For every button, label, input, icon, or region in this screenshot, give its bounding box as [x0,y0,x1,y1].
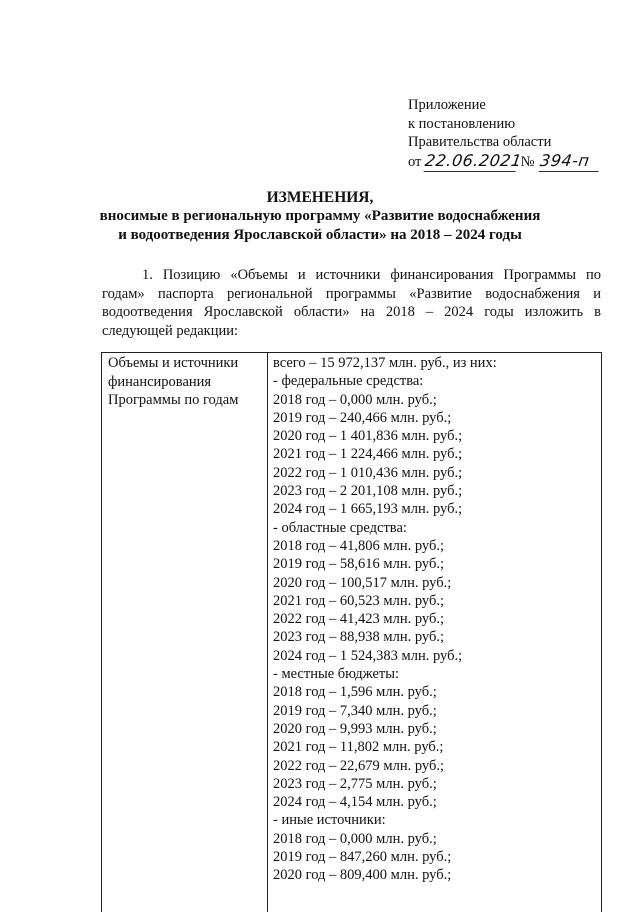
table-row: 2021 год – 1 224,466 млн. руб.; [273,446,463,463]
appendix-line-1: Приложение [408,97,486,113]
table-row: 2021 год – 60,523 млн. руб.; [273,592,444,609]
table-right-cell [268,353,601,913]
table-row: 2019 год – 240,466 млн. руб.; [273,409,452,426]
table-row: всего – 15 972,137 млн. руб., из них: [273,355,497,371]
table-row: 2021 год – 11,802 млн. руб.; [273,739,444,756]
table-row: 2023 год – 88,938 млн. руб.; [273,629,444,646]
table-row: 2023 год – 2 201,108 млн. руб.; [273,483,463,500]
table-row: 2022 год – 22,679 млн. руб.; [273,757,444,774]
document-title [0,188,640,245]
table-row: 2022 год – 41,423 млн. руб.; [273,611,444,628]
table-row: 2020 год – 809,400 млн. руб.; [273,867,452,884]
handwritten-date: 22.06.2021 [423,150,524,170]
table-row: 2024 год – 4,154 млн. руб.; [273,794,437,811]
table-row: 2024 год – 1 524,383 млн. руб.; [273,647,463,664]
table-row: 2020 год – 1 401,836 млн. руб.; [273,428,463,445]
appendix-date-number-line [408,152,600,172]
table-left-cell: Объемы и источники финансирования Программы по годам [102,353,268,912]
table-row: 2018 год – 0,000 млн. руб.; [273,830,437,847]
title-line-3: и водоотведения Ярославской области» на 2018 – 2024 годы [118,227,522,243]
table-row: 2019 год – 7,340 млн. руб.; [273,702,437,719]
handwritten-number: 394-п [539,152,602,172]
appendix-block [408,96,600,171]
appendix-line-3: Правительства области [408,134,552,150]
appendix-date-prefix: от [408,153,422,170]
table-row: 2019 год – 847,260 млн. руб.; [273,849,452,866]
table-row: 2018 год – 0,000 млн. руб.; [273,391,437,408]
table-row: - областные средства: [273,519,407,536]
table-row: 2022 год – 1 010,436 млн. руб.; [273,464,463,481]
financing-table [101,352,602,912]
table-row: 2020 год – 100,517 млн. руб.; [273,574,452,591]
title-heading: ИЗМЕНЕНИЯ, [266,189,374,206]
table-row: 2018 год – 1,596 млн. руб.; [273,684,437,701]
table-row: 2019 год – 58,616 млн. руб.; [273,556,444,573]
appendix-number-prefix: № [520,153,535,170]
table-row: 2020 год – 9,993 млн. руб.; [273,720,437,737]
body-paragraph: 1. Позицию «Объемы и источники финансирования Программы по годам» паспорта региональной программы «Развитие водоснабжения и водоотведения Ярославской области» на 2018 – 2024 годы изложить в следующей редакции: [102,267,601,339]
title-line-2: вносимые в региональную программу «Развитие водоснабжения [99,208,541,224]
appendix-line-2: к постановлению [408,115,516,132]
table-row: 2018 год – 41,806 млн. руб.; [273,537,444,554]
table-row: 2023 год – 2,775 млн. руб.; [273,775,437,792]
table-row: - местные бюджеты: [273,666,399,683]
table-row: 2024 год – 1 665,193 млн. руб.; [273,501,463,518]
table-row: - федеральные средства: [273,373,424,390]
table-row: - иные источники: [273,812,386,829]
